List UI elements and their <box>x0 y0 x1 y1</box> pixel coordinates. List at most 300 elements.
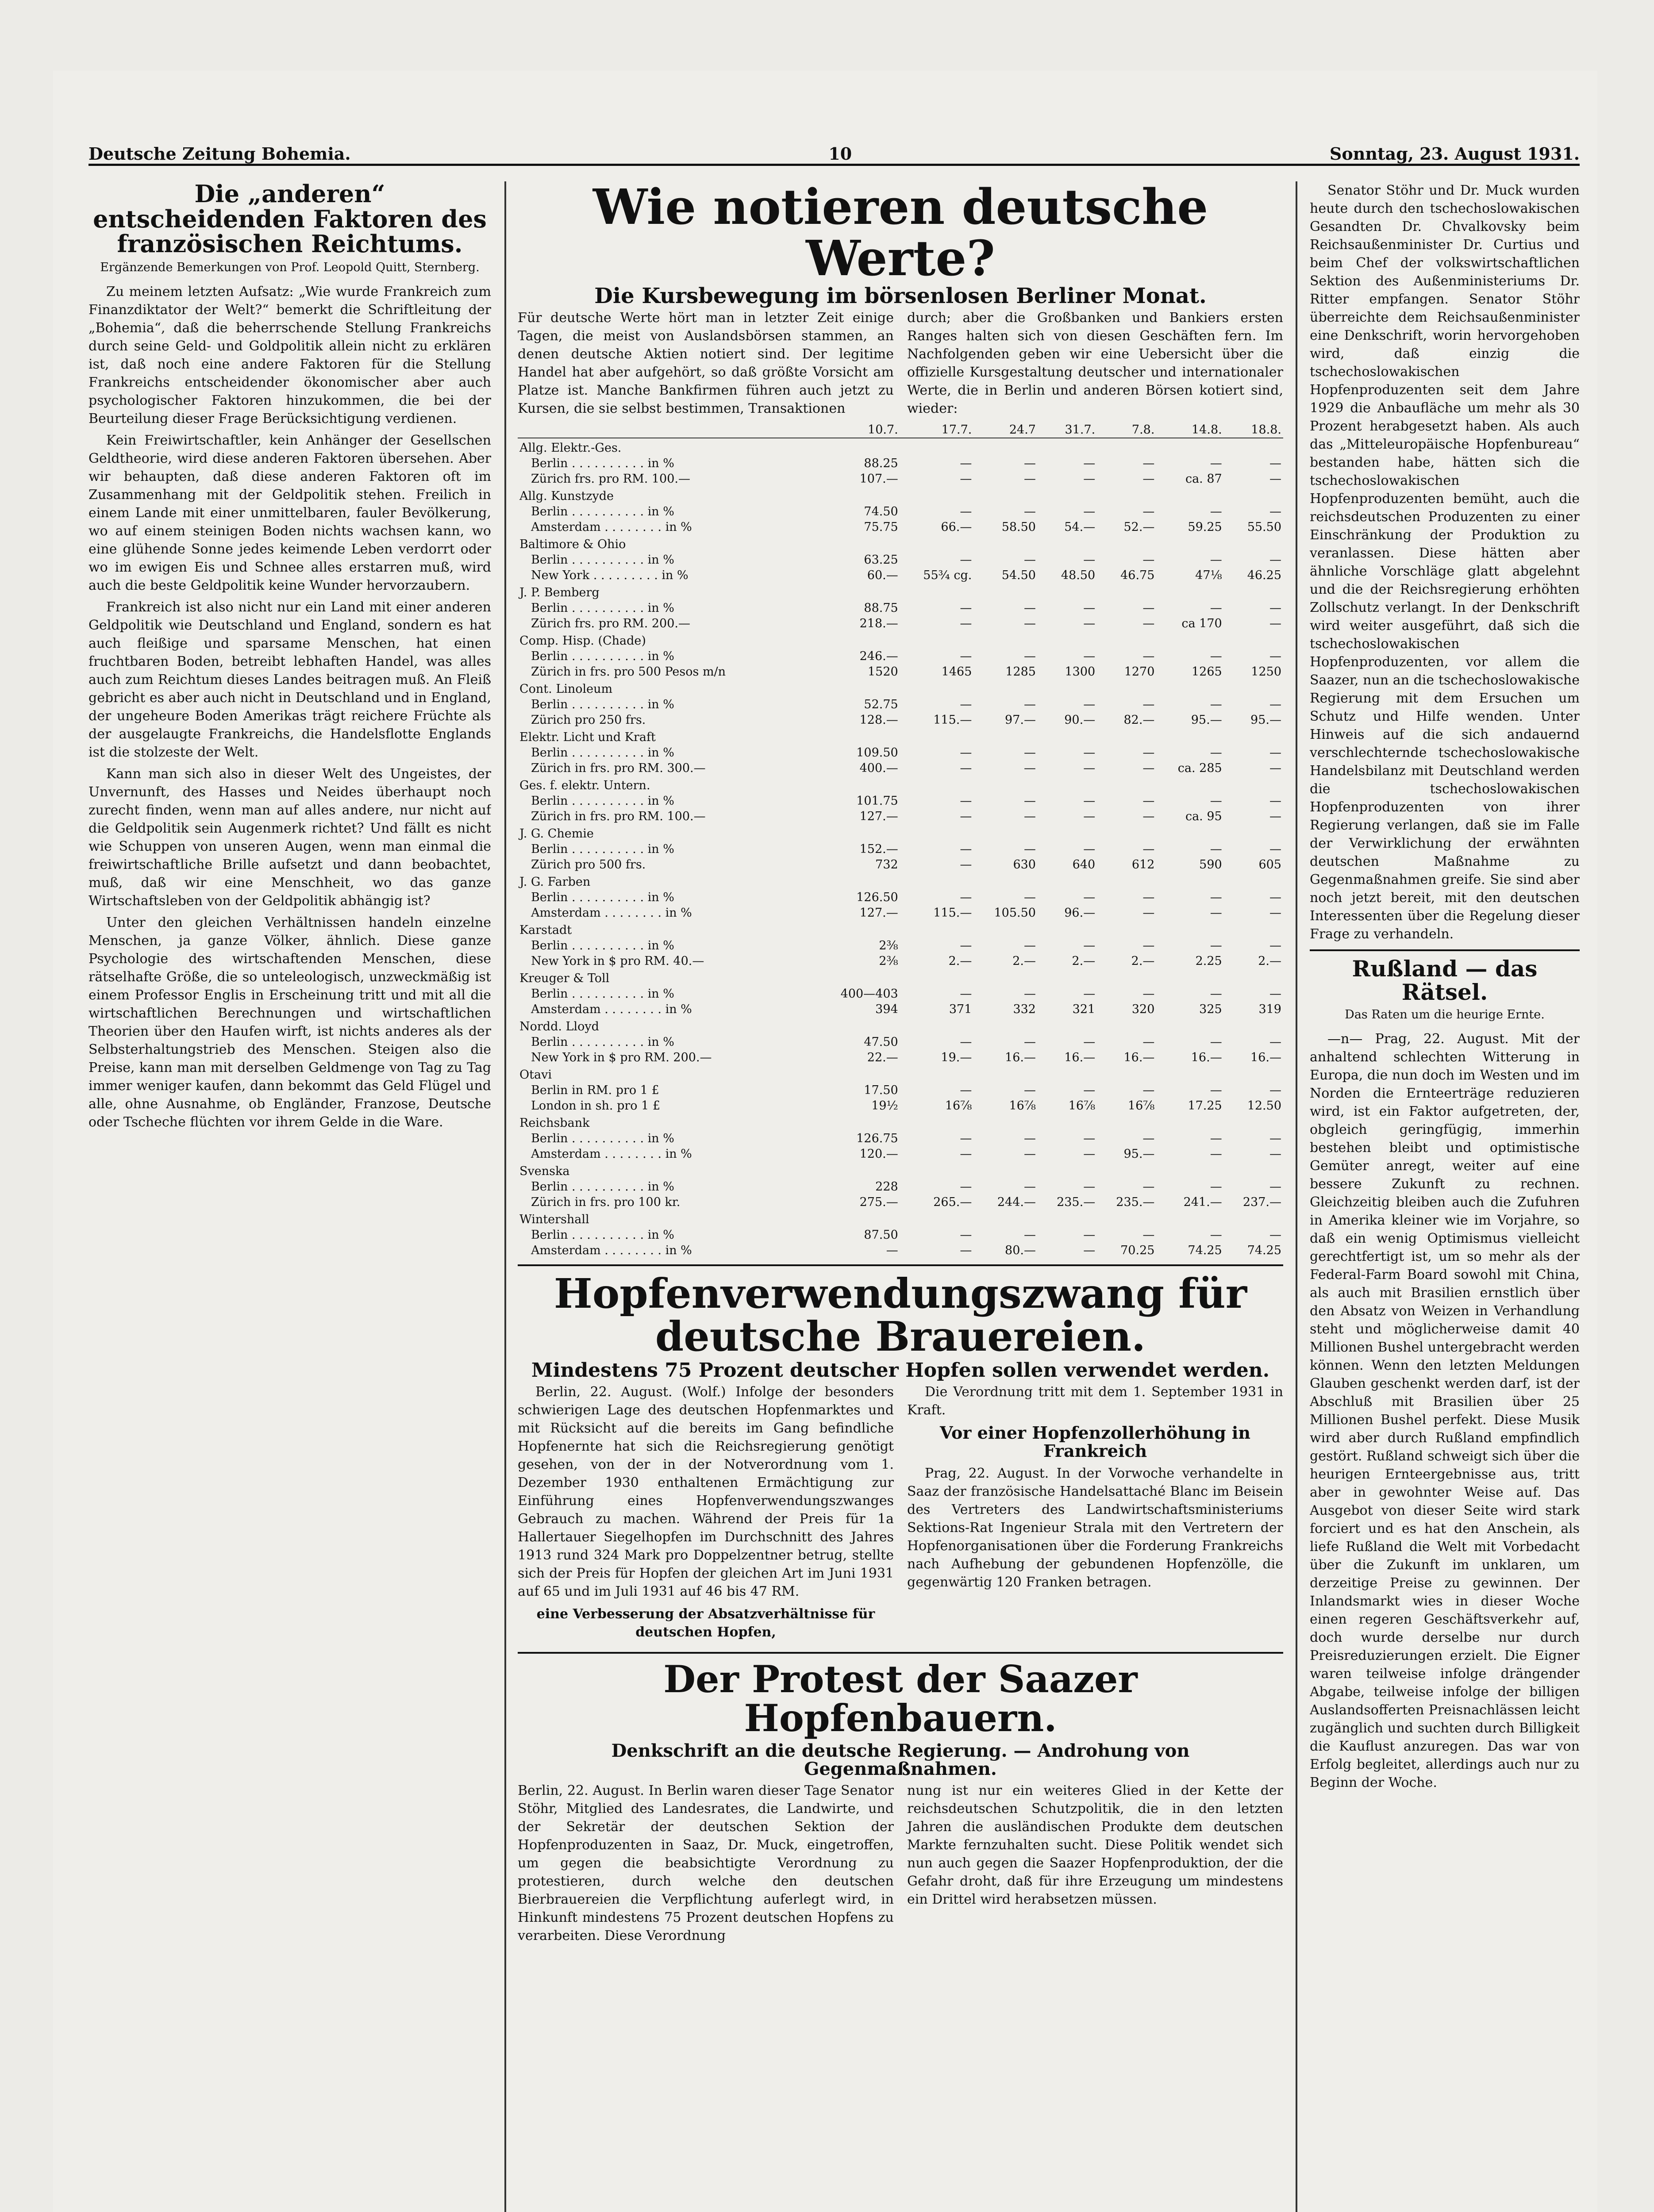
price-cell <box>1097 487 1156 504</box>
price-cell: ca. 87 <box>1185 472 1222 486</box>
price-cell <box>1224 728 1283 745</box>
table-section-row <box>518 776 1283 793</box>
divider <box>1310 949 1580 951</box>
price-cell: 630 <box>1013 858 1036 872</box>
table-row <box>518 745 1283 760</box>
price-cell: — <box>1210 746 1222 760</box>
table-row <box>518 697 1283 712</box>
article-byline: Ergänzende Bemerkungen von Prof. Leopold Quitt, Sternberg. <box>100 261 480 275</box>
table-section-row <box>518 969 1283 986</box>
price-cell: 74.25 <box>1188 1244 1222 1257</box>
price-cell <box>1038 1114 1097 1131</box>
price-cell: 74.50 <box>864 505 898 518</box>
price-cell: — <box>960 891 972 904</box>
price-cell: — <box>1083 649 1096 663</box>
price-cell <box>900 824 974 841</box>
row-label: Ges. f. elektr. Untern. <box>519 779 650 792</box>
price-cell: — <box>1210 553 1222 567</box>
price-cell: — <box>1142 649 1155 663</box>
table-section-row <box>518 583 1283 600</box>
row-label: Zürich pro 250 frs. <box>531 713 646 727</box>
price-cell: 66.— <box>941 520 972 534</box>
price-cell: — <box>1210 906 1222 920</box>
price-cell: 332 <box>1013 1002 1036 1016</box>
price-cell: 320 <box>1131 1002 1155 1016</box>
table-row <box>518 1050 1283 1065</box>
price-cell <box>900 1065 974 1083</box>
price-cell: 126.50 <box>856 891 898 904</box>
price-cell <box>900 969 974 986</box>
price-cell: ca 170 <box>1181 617 1222 630</box>
price-cell: — <box>1142 1132 1155 1145</box>
row-label: London in sh. pro 1 £ <box>531 1099 661 1113</box>
price-cell <box>973 487 1038 504</box>
price-cell: — <box>1023 1147 1036 1161</box>
price-cell: — <box>1023 939 1036 952</box>
row-label: Kreuger & Toll <box>519 972 610 985</box>
price-cell <box>1156 1162 1223 1179</box>
table-row <box>518 504 1283 519</box>
price-cell: — <box>960 794 972 808</box>
price-cell: 59.25 <box>1188 520 1222 534</box>
price-cell <box>1224 872 1283 890</box>
price-cell: — <box>1023 617 1036 630</box>
price-cell <box>1038 535 1097 552</box>
row-label: Amsterdam . . . . . . . . in % <box>531 1002 692 1016</box>
price-cell: — <box>960 505 972 518</box>
price-cell: — <box>1142 794 1155 808</box>
row-label: Cont. Linoleum <box>519 682 613 696</box>
price-cell: — <box>960 649 972 663</box>
table-row <box>518 793 1283 809</box>
price-cell: 590 <box>1199 858 1222 872</box>
price-cell <box>973 1114 1038 1131</box>
row-label: Berlin . . . . . . . . . . in % <box>531 891 674 904</box>
price-cell: — <box>1142 939 1155 952</box>
price-cell <box>973 824 1038 841</box>
price-cell: — <box>1269 891 1281 904</box>
price-cell <box>814 535 900 552</box>
row-label: Otavi <box>519 1068 552 1082</box>
price-cell: — <box>1023 1132 1036 1145</box>
price-cell <box>814 872 900 890</box>
price-cell: — <box>1083 505 1096 518</box>
price-cell <box>1224 1017 1283 1034</box>
date-header: 7.8. <box>1097 422 1156 438</box>
price-cell: — <box>1023 1180 1036 1194</box>
price-cell: 60.— <box>867 568 898 582</box>
article-title: Die „anderen“ entscheidenden Faktoren des französischen Reichtums. <box>93 181 487 258</box>
price-cell <box>1156 535 1223 552</box>
price-cell: — <box>1269 1147 1281 1161</box>
row-label: Berlin . . . . . . . . . . in % <box>531 553 674 567</box>
price-cell <box>973 535 1038 552</box>
price-cell: 235.— <box>1057 1195 1096 1209</box>
price-cell <box>1097 1210 1156 1227</box>
price-cell: 58.50 <box>1001 520 1036 534</box>
row-label: J. G. Chemie <box>519 827 594 841</box>
price-cell <box>814 680 900 697</box>
hop-text-left <box>518 1383 894 1646</box>
paragraph: Senator Stöhr und Dr. Muck wurden heute durch den tschechoslowakischen Gesandten Dr. Chvalkovsky beim Reichsaußenminister Dr. Curtius und beim Chef der volkswirtschaftlichen Sektion des Außenministeriums Dr. Ritter empfangen. Senator Stöhr überreichte dem Reichsaußenminister eine Denkschrift, worin hervorgehoben wird, daß einzig die tschechoslowakischen Hopfenproduzenten seit dem Jahre 1929 die Anbaufläche um mehr als 30 Prozent herabgesetzt haben. Als auch das „Mitteleuropäische Hopfenbureau“ bestanden habe, hätten sich die tschechoslowakischen Hopfenproduzenten bemüht, auch die reichsdeutschen Produzenten zu einer Einschränkung der Produktion zu veranlassen. Diese hätten aber ähnliche Vorschläge glatt abgelehnt und die der Reichsregierung erhöhten Zollschutz verlangt. In der Denkschrift wird weiter ausgeführt, daß sich die tschechoslowakischen Hopfenproduzenten, vor allem die Saazer, nun an die tschechoslowakische Regierung mit dem Ersuchen um Schutz und Hilfe wenden. Unter Hinweis auf die sich andauernd verschlechternde tschechoslowakische Handelsbilanz mit Deutschland werden die tschechoslowakischen Hopfenproduzenten von ihrer Regierung verlangen, daß sie im Falle der Verwirklichung der erwähnten deutschen Maßnahme zu Gegenmaßnahmen greife. Sie sind aber noch jetzt bereit, mit den deutschen Interessenten über die Regelung dieser Frage zu verhandeln. <box>1310 183 1580 942</box>
paragraph: Zu meinem letzten Aufsatz: „Wie wurde Frankreich zum Finanzdiktator der Welt?“ bemerkt die Schriftleitung der „Bohemia“, daß die beherrschende Stellung Frankreichs durch seine Geld- und Goldpolitik allein nicht zu erklären ist, daß noch eine andere Faktoren für die Stellung Frankreichs entscheidender ökonomischer aber auch psychologischer Faktoren hinzukommen, die bei der Beurteilung dieser Frage Berücksichtigung verdienen. <box>88 284 491 427</box>
price-cell <box>1097 728 1156 745</box>
right-column <box>1310 181 1580 2212</box>
price-cell <box>814 583 900 600</box>
price-cell: — <box>1142 842 1155 856</box>
price-cell: 128.— <box>859 713 898 727</box>
table-row <box>518 857 1283 872</box>
price-cell <box>973 1162 1038 1179</box>
price-cell <box>1224 921 1283 938</box>
price-cell <box>973 872 1038 890</box>
price-cell <box>973 728 1038 745</box>
price-cell: — <box>1083 472 1096 486</box>
row-label: J. G. Farben <box>519 875 591 889</box>
price-cell <box>1038 1065 1097 1083</box>
price-cell: 1520 <box>868 665 898 679</box>
price-cell: — <box>1210 505 1222 518</box>
price-cell: — <box>1023 842 1036 856</box>
row-label: Amsterdam . . . . . . . . in % <box>531 1147 692 1161</box>
price-cell: — <box>1083 939 1096 952</box>
row-label: Reichsbank <box>519 1116 590 1130</box>
price-cell: 48.50 <box>1061 568 1096 582</box>
table-row <box>518 712 1283 728</box>
price-cell: — <box>1023 891 1036 904</box>
price-cell <box>1156 487 1223 504</box>
price-cell: — <box>1142 1228 1155 1242</box>
price-cell <box>1038 1162 1097 1179</box>
price-cell: — <box>1083 1228 1096 1242</box>
russia-headline: Rußland — das Rätsel. <box>1352 956 1538 1005</box>
table-row <box>518 664 1283 680</box>
price-cell: 612 <box>1131 858 1155 872</box>
table-section-row <box>518 824 1283 841</box>
price-cell: 55.50 <box>1247 520 1281 534</box>
table-row <box>518 905 1283 921</box>
price-cell <box>1038 680 1097 697</box>
newspaper-page <box>53 71 1597 2212</box>
price-cell: — <box>960 1228 972 1242</box>
price-cell <box>814 776 900 793</box>
price-cell <box>1038 921 1097 938</box>
price-cell <box>1224 776 1283 793</box>
price-cell: — <box>1210 891 1222 904</box>
price-cell: — <box>1083 601 1096 615</box>
price-cell: — <box>1269 1083 1281 1097</box>
price-cell: 16⅞ <box>1068 1099 1096 1113</box>
price-cell: — <box>960 457 972 470</box>
table-header-label <box>518 422 814 438</box>
price-cell <box>1156 969 1223 986</box>
price-cell: — <box>960 1147 972 1161</box>
price-cell: — <box>1269 810 1281 823</box>
price-cell: — <box>1269 939 1281 952</box>
price-cell: 80.— <box>1005 1244 1036 1257</box>
price-cell: — <box>1083 794 1096 808</box>
price-cell: — <box>1269 1132 1281 1145</box>
table-section-row <box>518 1065 1283 1083</box>
price-cell <box>1224 969 1283 986</box>
price-cell: 22.— <box>867 1051 898 1064</box>
price-cell: — <box>1142 1180 1155 1194</box>
row-label: Berlin . . . . . . . . . . in % <box>531 1035 674 1049</box>
price-cell <box>814 1162 900 1179</box>
price-cell <box>1038 728 1097 745</box>
price-cell: — <box>1023 457 1036 470</box>
price-cell <box>973 969 1038 986</box>
table-row <box>518 986 1283 1002</box>
price-cell: — <box>960 1180 972 1194</box>
table-row <box>518 1131 1283 1146</box>
price-cell <box>973 1065 1038 1083</box>
price-cell: — <box>1023 1083 1036 1097</box>
table-row <box>518 1002 1283 1017</box>
price-cell: — <box>1083 761 1096 775</box>
price-cell <box>1038 631 1097 649</box>
table-row <box>518 649 1283 664</box>
price-cell: 2.— <box>1258 954 1281 968</box>
hop-inline-heading: eine Verbesserung der Absatzverhältnisse für deutschen Hopfen, <box>536 1606 875 1640</box>
table-row <box>518 1034 1283 1050</box>
price-cell: 1270 <box>1124 665 1155 679</box>
price-cell <box>1097 921 1156 938</box>
price-cell: 47.50 <box>864 1035 898 1049</box>
price-cell: — <box>1210 842 1222 856</box>
price-cell: 1465 <box>941 665 972 679</box>
table-row <box>518 519 1283 535</box>
row-label: Comp. Hisp. (Chade) <box>519 634 646 648</box>
price-cell <box>814 728 900 745</box>
price-cell: 2⅜ <box>879 954 898 968</box>
paragraph: Berlin, 22. August. (Wolf.) Infolge der besonders schwierigen Lage des deutschen Hopfenmarktes und mit Rücksicht auf die bereits im Gang befindliche Hopfenernte hat sich die Reichsregierung genötigt gesehen, von der in der Notverordnung vom 1. Dezember 1930 enthaltenen Ermächtigung zur Einführung eines Hopfenverwendungszwanges Gebrauch zu machen. Während der Preis für 1a Hallertauer Siegelhopfen im Durchschnitt des Jahres 1913 rund 324 Mark pro Doppelzentner betrug, stellte sich der Preis für Hopfen der gleichen Art im Juni 1931 auf 65 und im Juli 1931 auf 46 bis 47 RM. <box>518 1384 894 1600</box>
row-label: Amsterdam . . . . . . . . in % <box>531 520 692 534</box>
row-label: Allg. Elektr.-Ges. <box>519 441 622 455</box>
price-cell <box>1038 824 1097 841</box>
price-cell: — <box>960 1132 972 1145</box>
table-row <box>518 760 1283 776</box>
table-row <box>518 953 1283 969</box>
price-cell: — <box>1083 1035 1096 1049</box>
price-cell: 109.50 <box>856 746 898 760</box>
table-section-row <box>518 1210 1283 1227</box>
row-label: Amsterdam . . . . . . . . in % <box>531 1244 692 1257</box>
table-section-row <box>518 1162 1283 1179</box>
table-section-row <box>518 535 1283 552</box>
price-cell: 237.— <box>1242 1195 1281 1209</box>
price-cell: 126.75 <box>856 1132 898 1145</box>
row-label: Zürich in frs. pro 100 kr. <box>531 1195 681 1209</box>
price-cell <box>1097 583 1156 600</box>
price-cell: — <box>1023 553 1036 567</box>
price-cell: 321 <box>1072 1002 1096 1016</box>
price-cell: — <box>1269 457 1281 470</box>
price-cell: 101.75 <box>856 794 898 808</box>
price-cell: — <box>960 858 972 872</box>
price-cell: 70.25 <box>1120 1244 1155 1257</box>
price-cell <box>1038 438 1097 456</box>
row-label: Berlin . . . . . . . . . . in % <box>531 601 674 615</box>
price-cell: 95.— <box>1123 1147 1155 1161</box>
price-cell: 105.50 <box>994 906 1036 920</box>
price-cell: 16.— <box>1191 1051 1222 1064</box>
price-cell <box>1156 728 1223 745</box>
saaz-text-right: nung ist nur ein weiteres Glied in der Kette der reichsdeutschen Schutzpolitik, die in den letzten Jahren die ausländischen Produkte dem deutschen Markte fernzuhalten sucht. Diese Politik wendet sich nun auch gegen die Saazer Hopfenproduktion, der die Gefahr droht, daß für ihre Erzeugung um mindestens ein Drittel wird herabsetzen müssen. <box>907 1782 1283 1907</box>
price-cell: — <box>1083 1083 1096 1097</box>
price-cell <box>900 487 974 504</box>
row-label: Elektr. Licht und Kraft <box>519 730 656 744</box>
price-cell <box>1097 1162 1156 1179</box>
price-cell: 1265 <box>1191 665 1222 679</box>
price-cell: — <box>1083 1147 1096 1161</box>
price-cell: 1250 <box>1251 665 1281 679</box>
price-cell <box>814 1065 900 1083</box>
price-cell <box>1038 1017 1097 1034</box>
intro-text <box>518 309 1283 418</box>
price-cell <box>900 1162 974 1179</box>
price-cell: — <box>1083 698 1096 711</box>
price-cell <box>814 921 900 938</box>
price-cell: — <box>1023 761 1036 775</box>
price-cell: 2.— <box>948 954 972 968</box>
divider <box>518 1264 1283 1266</box>
price-cell: — <box>960 810 972 823</box>
price-cell <box>814 631 900 649</box>
price-cell: 87.50 <box>864 1228 898 1242</box>
price-cell <box>900 1114 974 1131</box>
price-cell: — <box>1083 553 1096 567</box>
price-cell: 16⅞ <box>1127 1099 1155 1113</box>
price-cell <box>900 872 974 890</box>
table-row <box>518 809 1283 824</box>
price-cell: — <box>1142 810 1155 823</box>
paragraph: Die Verordnung tritt mit dem 1. September 1931 in Kraft. <box>907 1384 1283 1418</box>
row-label: Berlin . . . . . . . . . . in % <box>531 794 674 808</box>
price-cell: — <box>960 617 972 630</box>
price-cell: 115.— <box>933 906 972 920</box>
russia-subheadline: Das Raten um die heurige Ernte. <box>1345 1008 1545 1022</box>
price-cell: — <box>1269 842 1281 856</box>
table-section-row <box>518 631 1283 649</box>
price-cell: 90.— <box>1064 713 1096 727</box>
price-cell: 371 <box>949 1002 972 1016</box>
price-cell <box>1224 438 1283 456</box>
price-cell: 74.25 <box>1247 1244 1281 1257</box>
price-cell: — <box>1142 698 1155 711</box>
price-cell: — <box>1210 1083 1222 1097</box>
middle-column <box>518 181 1283 2212</box>
row-label: Berlin . . . . . . . . . . in % <box>531 1132 674 1145</box>
row-label: Zürich in frs. pro RM. 100.— <box>531 810 706 823</box>
row-label: Svenska <box>519 1164 570 1178</box>
price-cell <box>1156 1210 1223 1227</box>
price-cell: — <box>1142 906 1155 920</box>
price-cell <box>814 1017 900 1034</box>
price-cell: 115.— <box>933 713 972 727</box>
table-row <box>518 616 1283 631</box>
saaz-subheadline: Denkschrift an die deutsche Regierung. — Androhung von Gegenmaßnahmen. <box>611 1740 1190 1779</box>
saaz-text-left: Berlin, 22. August. In Berlin waren dieser Tage Senator Stöhr, Mitglied des Landesrates, die Landwirte, und der Sekretär der deutschen Sektion der Hopfenproduzenten in Saaz, Dr. Muck, eingetroffen, um gegen die beabsichtigte Verordnung zu protestieren, durch welche den deutschen Bierbrauereien die Verpflichtung auferlegt wird, in Hinkunft mindestens 75 Prozent deutschen Hopfens zu verarbeiten. Diese Verordnung <box>518 1782 894 1943</box>
table-row <box>518 1243 1283 1258</box>
row-label: Berlin . . . . . . . . . . in % <box>531 939 674 952</box>
price-cell: — <box>1269 1228 1281 1242</box>
price-cell: — <box>1210 601 1222 615</box>
price-cell: 17.50 <box>864 1083 898 1097</box>
price-cell <box>1097 680 1156 697</box>
price-cell <box>1156 776 1223 793</box>
price-cell: 732 <box>875 858 898 872</box>
intro-right: durch; aber die Großbanken und Bankiers ersten Ranges halten sich von diesen Geschäften fern. Im Nachfolgenden geben wir eine Uebersicht über die offizielle Kursgestaltung deutscher und internationaler Werte, die in Berlin und anderen Börsen kotiert sind, wieder: <box>907 310 1283 416</box>
table-row <box>518 938 1283 953</box>
price-cell <box>1156 824 1223 841</box>
price-cell <box>1097 438 1156 456</box>
price-cell <box>1224 1162 1283 1179</box>
price-cell <box>1097 776 1156 793</box>
row-label: Berlin . . . . . . . . . . in % <box>531 457 674 470</box>
left-column <box>88 181 491 2212</box>
row-label: J. P. Bemberg <box>519 586 600 599</box>
price-cell <box>814 824 900 841</box>
issue-date: Sonntag, 23. August 1931. <box>1329 144 1580 164</box>
row-label: Allg. Kunstzyde <box>519 489 614 503</box>
divider <box>518 1652 1283 1654</box>
price-cell: 16⅞ <box>1009 1099 1036 1113</box>
price-cell: 95.— <box>1250 713 1281 727</box>
price-cell: 46.25 <box>1247 568 1281 582</box>
price-cell: ca. 285 <box>1177 761 1222 775</box>
page-number: 10 <box>828 144 852 164</box>
price-cell: 88.25 <box>864 457 898 470</box>
table-section-row <box>518 728 1283 745</box>
price-cell <box>1097 535 1156 552</box>
price-cell <box>814 969 900 986</box>
price-cell: 394 <box>875 1002 898 1016</box>
price-cell <box>973 438 1038 456</box>
price-cell: 2.— <box>1072 954 1096 968</box>
price-cell: 400.— <box>859 761 898 775</box>
table-row <box>518 600 1283 616</box>
row-label: New York . . . . . . . . . in % <box>531 568 689 582</box>
price-cell: — <box>1023 1228 1036 1242</box>
row-label: Amsterdam . . . . . . . . in % <box>531 906 692 920</box>
date-header: 24.7 <box>973 422 1038 438</box>
price-cell <box>900 631 974 649</box>
price-cell: 82.— <box>1123 713 1155 727</box>
price-cell: 640 <box>1072 858 1096 872</box>
price-cell: 400—403 <box>840 987 898 1001</box>
table-row <box>518 1098 1283 1114</box>
price-cell <box>1224 1210 1283 1227</box>
price-cell: — <box>1023 746 1036 760</box>
date-header: 14.8. <box>1156 422 1223 438</box>
row-label: Berlin . . . . . . . . . . in % <box>531 1180 674 1194</box>
price-cell: 19.— <box>941 1051 972 1064</box>
price-cell: 244.— <box>997 1195 1036 1209</box>
price-cell <box>900 1210 974 1227</box>
price-cell: 16.— <box>1005 1051 1036 1064</box>
price-cell <box>900 535 974 552</box>
price-cell: — <box>1083 1132 1096 1145</box>
price-cell: — <box>1210 1228 1222 1242</box>
row-label: Berlin . . . . . . . . . . in % <box>531 698 674 711</box>
price-cell: 1285 <box>1005 665 1036 679</box>
price-cell: — <box>1142 617 1155 630</box>
price-cell <box>900 680 974 697</box>
price-cell <box>1097 872 1156 890</box>
price-cell: — <box>1023 987 1036 1001</box>
price-cell: — <box>1142 457 1155 470</box>
